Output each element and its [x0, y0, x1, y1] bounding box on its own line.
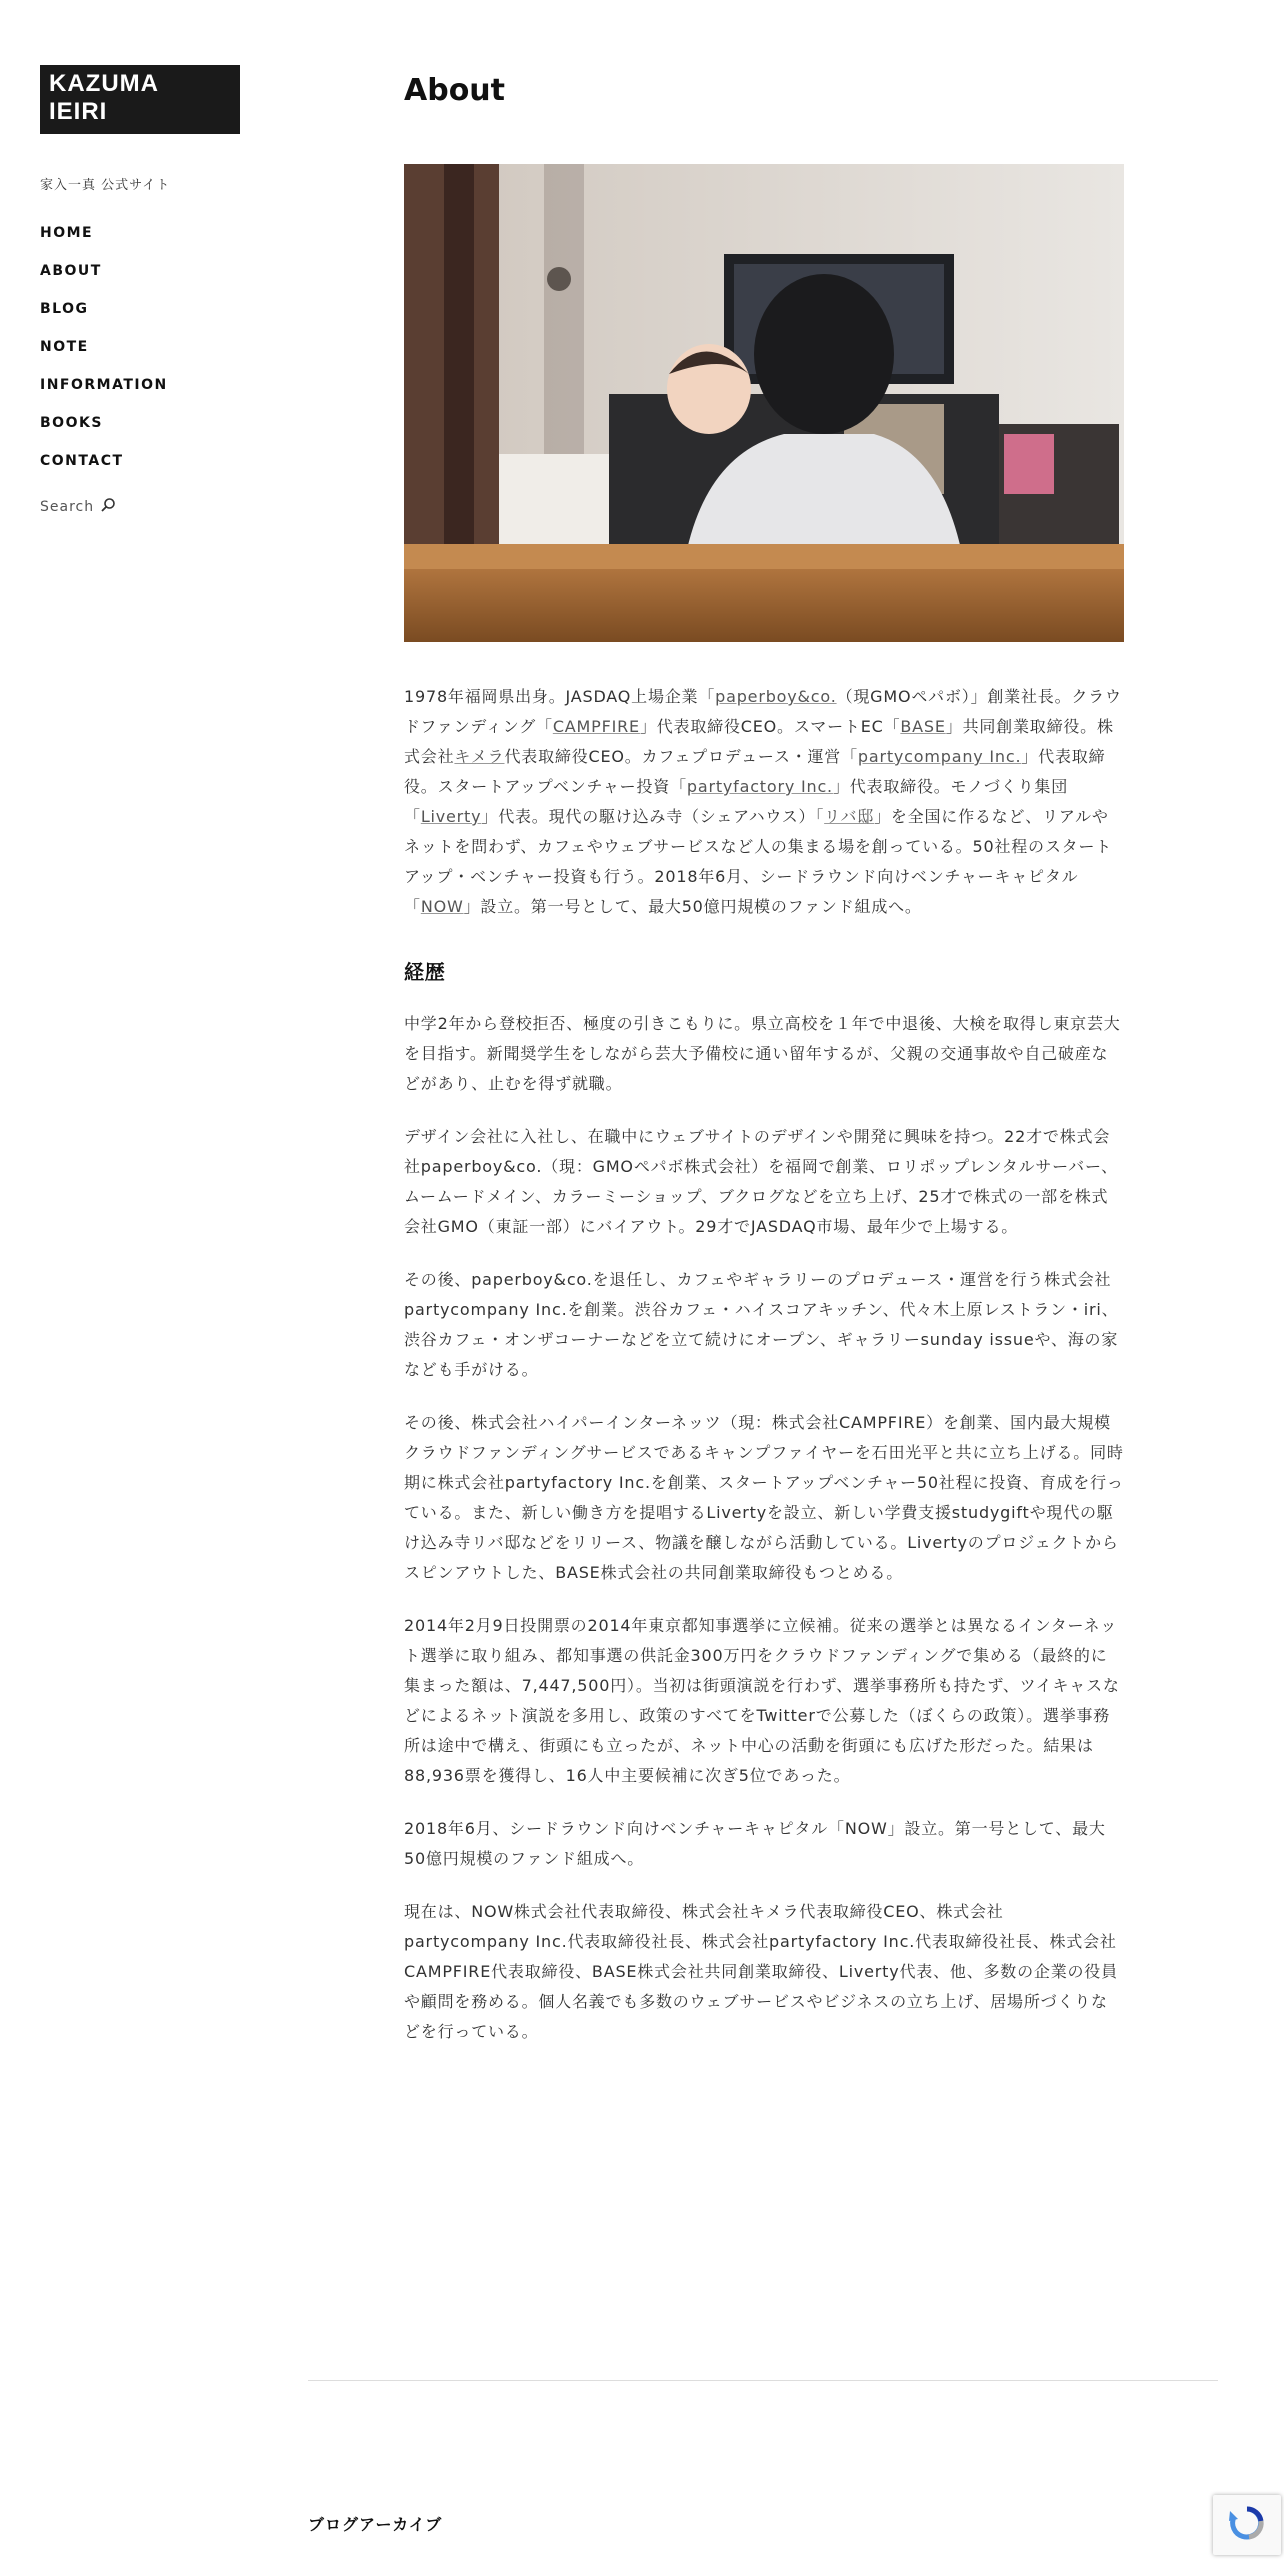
- nav-item-contact[interactable]: CONTACT: [40, 453, 124, 469]
- intro-text: 代表取締役CEO。カフェプロデュース・運営「: [504, 747, 858, 766]
- logo-line-2: IEIRI: [49, 98, 108, 125]
- site-logo[interactable]: [40, 65, 240, 134]
- history-heading: 経歴: [404, 960, 446, 984]
- intro-text: 」共同創業取締役。株式会社: [404, 717, 1114, 766]
- content-divider: [308, 2380, 1218, 2381]
- link-partyfactory[interactable]: partyfactory Inc.: [686, 777, 833, 796]
- hero-photo: [404, 164, 1124, 642]
- intro-text: （現GMOペパボ）」創業社長。クラウドファンディング「: [404, 687, 1122, 736]
- link-ribatei[interactable]: リバ邸: [824, 807, 875, 826]
- link-now[interactable]: NOW: [420, 897, 464, 916]
- history-paragraph: 2018年6月、シードラウンド向けベンチャーキャピタル「NOW」設立。第一号として、最大50億円規模のファンド組成へ。: [404, 1819, 1106, 1868]
- link-paperboy[interactable]: paperboy&co.: [715, 687, 837, 706]
- recaptcha-icon: [1213, 2495, 1281, 2555]
- blog-archive-heading: ブログアーカイブ: [308, 2515, 443, 2534]
- logo-line-1: KAZUMA: [49, 70, 159, 97]
- nav-item-home[interactable]: HOME: [40, 225, 94, 241]
- intro-text: 」代表取締役。スタートアップベンチャー投資「: [404, 747, 1106, 796]
- nav-item-about[interactable]: ABOUT: [40, 263, 102, 279]
- search-toggle[interactable]: [40, 497, 280, 517]
- link-partycompany[interactable]: partycompany Inc.: [857, 747, 1022, 766]
- history-paragraph: その後、paperboy&co.を退任し、カフェやギャラリーのプロデュース・運営を行う株式会社partycompany Inc.を創業。渋谷カフェ・ハイスコアキッチン、代々木上原レストラン・iri、渋谷カフェ・オンザコーナーなどを立て続けにオープン、ギャラリーsunday issueや、海の家なども手がける。: [404, 1270, 1119, 1379]
- nav-item-note[interactable]: NOTE: [40, 339, 89, 355]
- intro-paragraph: [404, 682, 1124, 922]
- history-paragraph: 中学2年から登校拒否、極度の引きこもりに。県立高校を１年で中退後、大検を取得し東京芸大を目指す。新聞奨学生をしながら芸大予備校に通い留年するが、父親の交通事故や自己破産などがあり、止むを得ず就職。: [404, 1014, 1121, 1093]
- history-paragraph: デザイン会社に入社し、在職中にウェブサイトのデザインや開発に興味を持つ。22才で株式会社paperboy&co.（現：GMOペパボ株式会社）を福岡で創業、ロリポップレンタルサーバー、ムームードメイン、カラーミーショップ、ブクログなどを立ち上げ、25才で株式の一部を株式会社GMO（東証一部）にバイアウト。29才でJASDAQ市場、最年少で上場する。: [404, 1127, 1118, 1236]
- link-campfire[interactable]: CAMPFIRE: [552, 717, 640, 736]
- intro-text: 」を全国に作るなど、リアルやネットを問わず、カフェやウェブサービスなど人の集まる場を創っている。50社程のスタートアップ・ベンチャー投資も行う。2018年6月、シードラウンド向けベンチャーキャピタル「: [404, 807, 1113, 916]
- search-label: Search: [40, 499, 95, 515]
- page-title: About: [404, 73, 506, 108]
- recaptcha-badge[interactable]: [1213, 2495, 1281, 2555]
- history-paragraph: 現在は、NOW株式会社代表取締役、株式会社キメラ代表取締役CEO、株式会社partycompany Inc.代表取締役社長、株式会社partyfactory Inc.代表取締役社長、株式会社CAMPFIRE代表取締役、BASE株式会社共同創業取締役、Liverty代表、他、多数の企業の役員や顧問を務める。個人名義でも多数のウェブサービスやビジネスの立ち上げ、居場所づくりなどを行っている。: [404, 1902, 1118, 2041]
- site-tagline: 家入一真 公式サイト: [40, 178, 171, 193]
- intro-text: 1978年福岡県出身。JASDAQ上場企業「: [404, 687, 716, 706]
- history-paragraph: 2014年2月9日投開票の2014年東京都知事選挙に立候補。従来の選挙とは異なるインターネット選挙に取り組み、都知事選の供託金300万円をクラウドファンディングで集める（最終的に集まった額は、7,447,500円）。当初は街頭演説を行わず、選挙事務所も持たず、ツイキャスなどによるネット演説を多用し、政策のすべてをTwitterで公募した（ぼくらの政策）。選挙事務所は途中で構え、街頭にも立ったが、ネット中心の活動を街頭にも広げた形だった。結果は88,936票を獲得し、16人中主要候補に次ぎ5位であった。: [404, 1616, 1120, 1785]
- main-content: [404, 68, 1124, 2070]
- history-paragraph: その後、株式会社ハイパーインターネッツ（現：株式会社CAMPFIRE）を創業、国内最大規模クラウドファンディングサービスであるキャンプファイヤーを石田光平と共に立ち上げる。同時期に株式会社partyfactory Inc.を創業、スタートアップベンチャー50社程に投資、育成を行っている。また、新しい働き方を提唱するLivertyを設立、新しい学費支援studygiftや現代の駆け込み寺リバ邸などをリリース、物議を醸しながら活動している。Livertyのプロジェクトからスピンアウトした、BASE株式会社の共同創業取締役もつとめる。: [404, 1413, 1124, 1582]
- nav-item-blog[interactable]: BLOG: [40, 301, 89, 317]
- nav-item-information[interactable]: INFORMATION: [40, 377, 168, 393]
- intro-text: 」設立。第一号として、最大50億円規模のファンド組成へ。: [463, 897, 922, 916]
- link-kimera[interactable]: キメラ: [454, 747, 505, 766]
- intro-text: 」代表取締役。モノづくり集団「: [404, 777, 1068, 826]
- intro-text: 」代表取締役CEO。スマートEC「: [639, 717, 901, 736]
- main-nav: [40, 223, 280, 489]
- about-content: [404, 682, 1124, 2047]
- link-base[interactable]: BASE: [900, 717, 946, 736]
- sidebar: [40, 65, 280, 517]
- link-liverty[interactable]: Liverty: [420, 807, 482, 826]
- search-icon: [100, 497, 116, 517]
- intro-text: 」代表。現代の駆け込み寺（シェアハウス）「: [481, 807, 825, 826]
- nav-item-books[interactable]: BOOKS: [40, 415, 103, 431]
